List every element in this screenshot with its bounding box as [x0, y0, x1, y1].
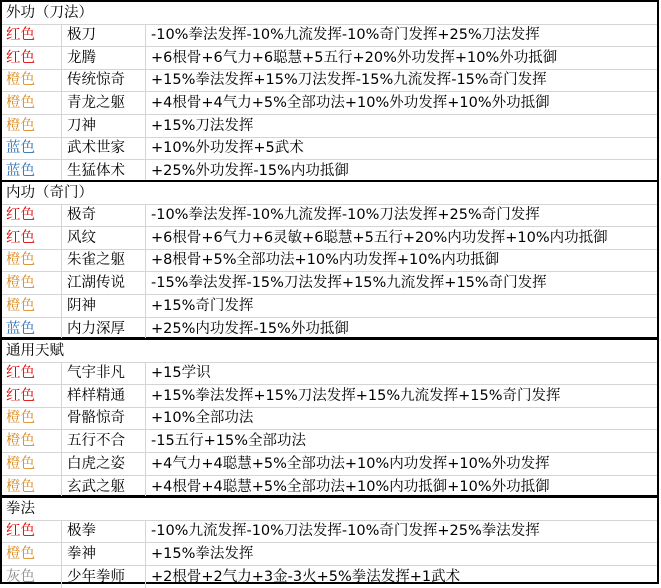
- table-row: [2, 295, 657, 318]
- grade-label: 橙色: [2, 295, 62, 317]
- talent-effect: +10%外功发挥+5武术: [151, 140, 304, 157]
- table-row: [2, 543, 657, 566]
- talent-effect: -10%九流发挥-10%刀法发挥-10%奇门发挥+25%拳法发挥: [151, 523, 540, 540]
- talent-effect: +15%拳法发挥+15%刀法发挥+15%九流发挥+15%奇门发挥: [151, 387, 561, 404]
- table-row: [2, 250, 657, 273]
- table-row: [2, 363, 657, 386]
- talent-effect: +15学识: [151, 365, 211, 382]
- talent-effect: +4根骨+4聪慧+5%全部功法+10%内功抵御+10%外功抵御: [151, 478, 550, 495]
- table-row: [2, 476, 657, 499]
- table-row: [2, 453, 657, 476]
- table-row: [2, 566, 657, 588]
- talent-effect: -15%拳法发挥-15%刀法发挥+15%九流发挥+15%奇门发挥: [151, 274, 547, 291]
- grade-label: 红色: [2, 47, 62, 69]
- table-row: [2, 205, 657, 228]
- talent-effect: -10%拳法发挥-10%九流发挥-10%刀法发挥+25%奇门发挥: [151, 207, 540, 224]
- grade-label: 红色: [2, 385, 62, 407]
- talent-name: 龙腾: [62, 47, 146, 69]
- grade-label: 橙色: [2, 453, 62, 475]
- talent-effect: +2根骨+2气力+3金-3火+5%拳法发挥+1武术: [151, 568, 461, 585]
- talent-name: 极刀: [62, 25, 146, 47]
- table-row: [2, 115, 657, 138]
- table-row: [2, 25, 657, 48]
- talent-name: 风纹: [62, 227, 146, 249]
- section-quanfa: [0, 496, 659, 584]
- grade-label: 橙色: [2, 476, 62, 499]
- talent-effect: +4根骨+4气力+5%全部功法+10%外功发挥+10%外功抵御: [151, 94, 550, 111]
- section-header: [2, 2, 657, 25]
- grade-label: 橙色: [2, 115, 62, 137]
- talent-name: 青龙之躯: [62, 92, 146, 114]
- talent-effect: +4气力+4聪慧+5%全部功法+10%内功发挥+10%外功发挥: [151, 455, 550, 472]
- section-header: [2, 182, 657, 205]
- table-row: [2, 92, 657, 115]
- table-row: [2, 272, 657, 295]
- talent-effect: -15五行+15%全部功法: [151, 432, 307, 449]
- talent-name: 生猛体术: [62, 160, 146, 183]
- talent-name: 极奇: [62, 205, 146, 227]
- grade-label: 蓝色: [2, 138, 62, 160]
- talent-effect: +25%内功发挥-15%外功抵御: [151, 320, 349, 337]
- section-neigong: [0, 180, 659, 339]
- grade-label: 橙色: [2, 250, 62, 272]
- talent-name: 气宇非凡: [62, 363, 146, 385]
- talent-name: 拳神: [62, 543, 146, 565]
- talent-effect: +8根骨+5%全部功法+10%内功发挥+10%内功抵御: [151, 252, 500, 269]
- talent-name: 少年拳师: [62, 566, 146, 588]
- talent-name: 骨骼惊奇: [62, 408, 146, 430]
- section-general: [0, 338, 659, 497]
- grade-label: 橙色: [2, 272, 62, 294]
- grade-label: 红色: [2, 521, 62, 543]
- grade-label: 橙色: [2, 92, 62, 114]
- talent-effect: +6根骨+6气力+6聪慧+5五行+20%外功发挥+10%外功抵御: [151, 49, 558, 66]
- talent-effect: -10%拳法发挥-10%九流发挥-10%奇门发挥+25%刀法发挥: [151, 27, 540, 44]
- talent-effect: +15%拳法发挥+15%刀法发挥-15%九流发挥-15%奇门发挥: [151, 72, 547, 89]
- grade-label: 橙色: [2, 70, 62, 92]
- grade-label: 红色: [2, 205, 62, 227]
- section-header: [2, 340, 657, 363]
- talent-name: 朱雀之躯: [62, 250, 146, 272]
- grade-label: 红色: [2, 25, 62, 47]
- grade-label: 橙色: [2, 430, 62, 452]
- talent-name: 白虎之姿: [62, 453, 146, 475]
- table-row: [2, 318, 657, 341]
- talent-effect: +15%拳法发挥: [151, 545, 254, 562]
- section-title: 拳法: [6, 500, 35, 517]
- section-title: 外功（刀法）: [6, 4, 93, 21]
- table-row: [2, 385, 657, 408]
- talent-name: 江湖传说: [62, 272, 146, 294]
- section-title: 通用天赋: [6, 342, 64, 359]
- talent-effect: +6根骨+6气力+6灵敏+6聪慧+5五行+20%内功发挥+10%内功抵御: [151, 229, 608, 246]
- table-row: [2, 430, 657, 453]
- grade-label: 灰色: [2, 566, 62, 588]
- talent-name: 刀神: [62, 115, 146, 137]
- table-row: [2, 227, 657, 250]
- table-row: [2, 408, 657, 431]
- table-row: [2, 47, 657, 70]
- talent-name: 武术世家: [62, 138, 146, 160]
- grade-label: 红色: [2, 227, 62, 249]
- grade-label: 橙色: [2, 543, 62, 565]
- section-title: 内功（奇门）: [6, 184, 93, 201]
- table-row: [2, 521, 657, 544]
- talent-name: 五行不合: [62, 430, 146, 452]
- talent-name: 样样精通: [62, 385, 146, 407]
- talent-effect: +15%奇门发挥: [151, 297, 254, 314]
- talent-name: 阴神: [62, 295, 146, 317]
- section-header: [2, 498, 657, 521]
- table-row: [2, 70, 657, 93]
- talent-name: 极拳: [62, 521, 146, 543]
- grade-label: 红色: [2, 363, 62, 385]
- talent-effect: +15%刀法发挥: [151, 117, 254, 134]
- talent-effect: +10%全部功法: [151, 410, 254, 427]
- grade-label: 橙色: [2, 408, 62, 430]
- talent-name: 传统惊奇: [62, 70, 146, 92]
- section-waigong: [0, 0, 659, 182]
- talent-name: 玄武之躯: [62, 476, 146, 499]
- talent-effect: +25%外功发挥-15%内功抵御: [151, 163, 349, 180]
- table-row: [2, 138, 657, 161]
- talent-name: 内力深厚: [62, 318, 146, 341]
- grade-label: 蓝色: [2, 160, 62, 183]
- grade-label: 蓝色: [2, 318, 62, 341]
